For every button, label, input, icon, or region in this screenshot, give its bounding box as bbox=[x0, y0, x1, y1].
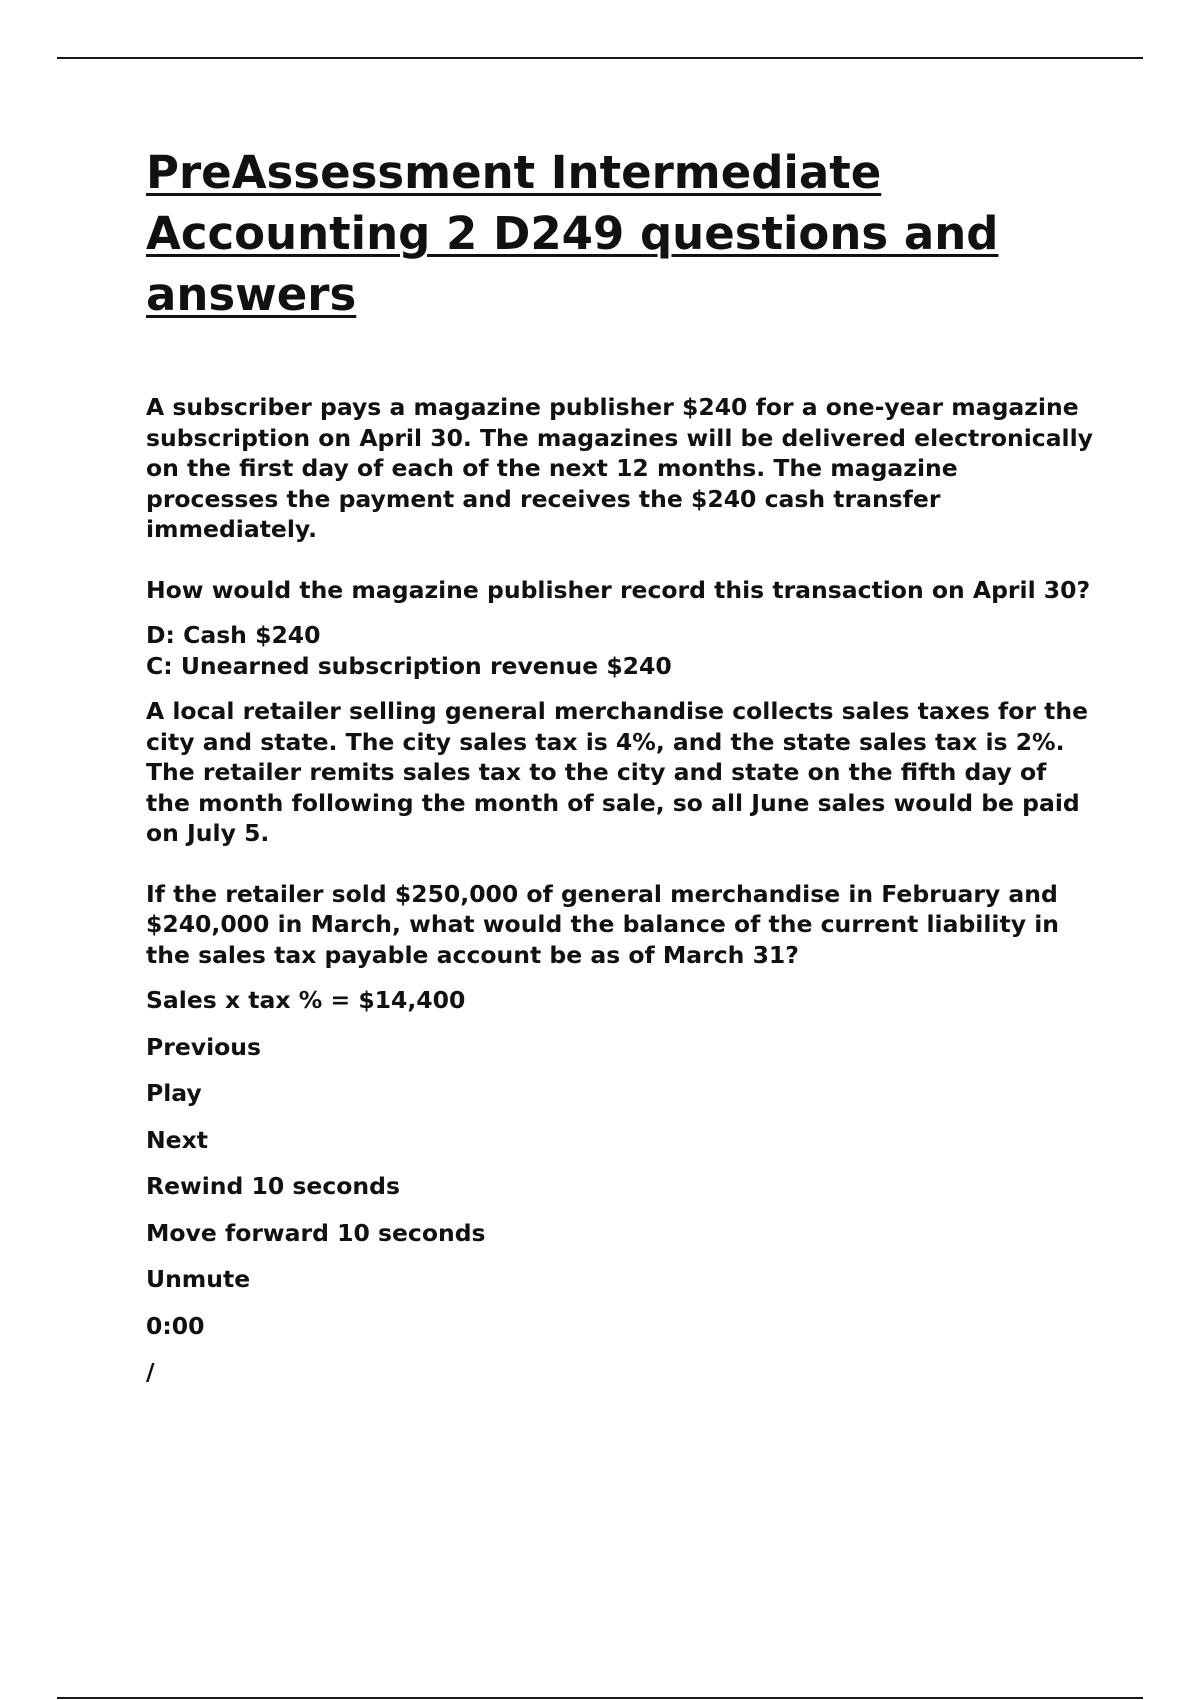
question-1-answer bbox=[146, 620, 1096, 681]
question-1-prompt: How would the magazine publisher record this transaction on April 30? bbox=[146, 575, 1091, 604]
play-button[interactable]: Play bbox=[146, 1079, 202, 1107]
answer-debit-line: D: Cash $240 bbox=[146, 621, 321, 649]
rewind-button[interactable]: Rewind 10 seconds bbox=[146, 1172, 400, 1200]
media-controls bbox=[146, 1032, 1096, 1388]
document-title: PreAssessment Intermediate Accounting 2 D249 questions and answers bbox=[146, 146, 999, 321]
answer-credit-line: C: Unearned subscription revenue $240 bbox=[146, 651, 672, 680]
bottom-rule bbox=[57, 1697, 1143, 1699]
next-button[interactable]: Next bbox=[146, 1125, 208, 1154]
top-rule bbox=[57, 57, 1143, 59]
document-body bbox=[146, 142, 1096, 1388]
time-separator: / bbox=[146, 1358, 155, 1386]
question-2-prompt: If the retailer sold $250,000 of general merchandise in February and $240,000 in March, what would the balance of the current liability in the sales tax payable account be as of March 31? bbox=[146, 879, 1059, 969]
question-2-scenario: A local retailer selling general merchandise collects sales taxes for the city and state. The city sales tax is 4%, and the state sales tax is 2%. The retailer remits sales tax to the city and state on the fifth day of the month following the month of sale, so all June sales would be paid on July 5. bbox=[146, 697, 1089, 847]
current-time: 0:00 bbox=[146, 1311, 205, 1340]
previous-button[interactable]: Previous bbox=[146, 1032, 261, 1061]
unmute-button[interactable]: Unmute bbox=[146, 1265, 251, 1293]
question-1-scenario: A subscriber pays a magazine publisher $240 for a one-year magazine subscription on April 30. The magazines will be delivered electronically on the first day of each of the next 12 months. The magazine processes the payment and receives the $240 cash transfer immediately. bbox=[146, 393, 1093, 543]
question-2-answer: Sales x tax % = $14,400 bbox=[146, 986, 466, 1014]
forward-button[interactable]: Move forward 10 seconds bbox=[146, 1218, 486, 1247]
